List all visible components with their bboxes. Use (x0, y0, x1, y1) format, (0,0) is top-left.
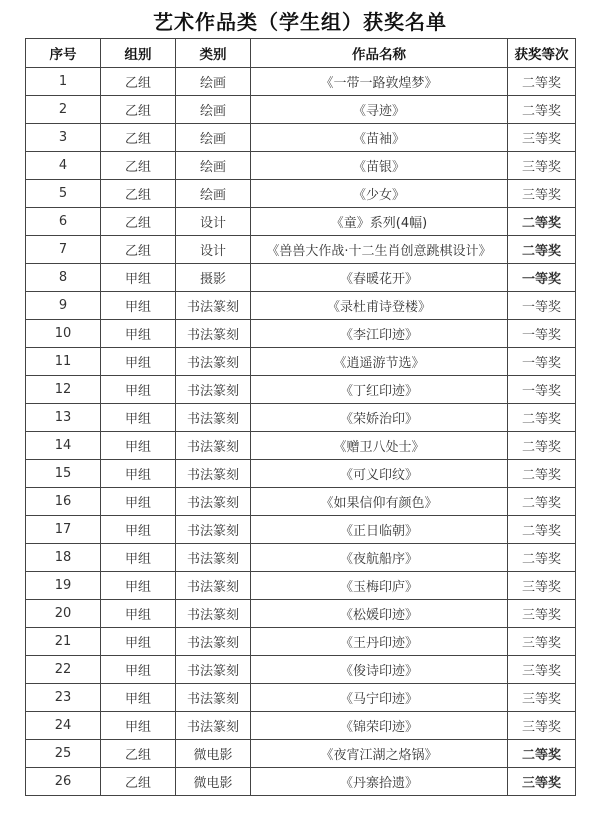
cell-award: 二等奖 (508, 488, 576, 516)
table-row (26, 236, 576, 264)
cell-group: 甲组 (101, 656, 176, 684)
cell-award: 三等奖 (508, 124, 576, 152)
table-row (26, 516, 576, 544)
cell-work: 《逍遥游节选》 (251, 348, 508, 376)
cell-group: 甲组 (101, 544, 176, 572)
table-row (26, 68, 576, 96)
cell-category: 书法篆刻 (176, 600, 251, 628)
cell-category: 设计 (176, 208, 251, 236)
cell-work: 《锦荣印迹》 (251, 712, 508, 740)
table-row (26, 404, 576, 432)
cell-group: 甲组 (101, 628, 176, 656)
table-row (26, 488, 576, 516)
cell-work: 《录杜甫诗登楼》 (251, 292, 508, 320)
table-row (26, 768, 576, 796)
cell-work: 《丁红印迹》 (251, 376, 508, 404)
cell-award: 三等奖 (508, 712, 576, 740)
column-header-category: 类别 (176, 39, 251, 68)
cell-no: 3 (26, 124, 101, 152)
cell-award: 三等奖 (508, 656, 576, 684)
cell-group: 甲组 (101, 712, 176, 740)
cell-group: 甲组 (101, 292, 176, 320)
table-row (26, 320, 576, 348)
cell-work: 《荣娇治印》 (251, 404, 508, 432)
cell-no: 7 (26, 236, 101, 264)
table-row (26, 544, 576, 572)
table-row (26, 740, 576, 768)
cell-category: 书法篆刻 (176, 376, 251, 404)
table-row (26, 460, 576, 488)
cell-category: 书法篆刻 (176, 432, 251, 460)
cell-group: 乙组 (101, 152, 176, 180)
cell-no: 21 (26, 628, 101, 656)
table-row (26, 208, 576, 236)
cell-category: 书法篆刻 (176, 320, 251, 348)
column-header-no: 序号 (26, 39, 101, 68)
cell-award: 二等奖 (508, 68, 576, 96)
cell-group: 甲组 (101, 404, 176, 432)
cell-award: 二等奖 (508, 516, 576, 544)
table-row (26, 656, 576, 684)
cell-award: 一等奖 (508, 264, 576, 292)
cell-work: 《丹寨拾遗》 (251, 768, 508, 796)
table-row (26, 348, 576, 376)
cell-award: 二等奖 (508, 740, 576, 768)
cell-category: 书法篆刻 (176, 712, 251, 740)
cell-group: 乙组 (101, 208, 176, 236)
cell-work: 《苗银》 (251, 152, 508, 180)
cell-no: 25 (26, 740, 101, 768)
cell-work: 《一带一路敦煌梦》 (251, 68, 508, 96)
table-row (26, 376, 576, 404)
table-row (26, 600, 576, 628)
cell-no: 2 (26, 96, 101, 124)
cell-work: 《寻迹》 (251, 96, 508, 124)
cell-no: 22 (26, 656, 101, 684)
cell-no: 10 (26, 320, 101, 348)
cell-no: 1 (26, 68, 101, 96)
cell-award: 一等奖 (508, 348, 576, 376)
cell-work: 《兽兽大作战·十二生肖创意跳棋设计》 (251, 236, 508, 264)
table-header-row (26, 39, 576, 68)
cell-award: 一等奖 (508, 320, 576, 348)
cell-group: 乙组 (101, 768, 176, 796)
cell-category: 书法篆刻 (176, 348, 251, 376)
cell-group: 乙组 (101, 124, 176, 152)
cell-work: 《苗袖》 (251, 124, 508, 152)
cell-no: 9 (26, 292, 101, 320)
cell-category: 绘画 (176, 124, 251, 152)
cell-no: 4 (26, 152, 101, 180)
cell-category: 摄影 (176, 264, 251, 292)
cell-group: 乙组 (101, 236, 176, 264)
cell-award: 三等奖 (508, 152, 576, 180)
cell-category: 绘画 (176, 96, 251, 124)
cell-award: 三等奖 (508, 180, 576, 208)
cell-category: 书法篆刻 (176, 544, 251, 572)
table-row (26, 684, 576, 712)
cell-no: 14 (26, 432, 101, 460)
cell-category: 绘画 (176, 180, 251, 208)
cell-award: 二等奖 (508, 236, 576, 264)
table-row (26, 432, 576, 460)
cell-group: 甲组 (101, 684, 176, 712)
column-header-award: 获奖等次 (508, 39, 576, 68)
cell-group: 甲组 (101, 460, 176, 488)
cell-group: 甲组 (101, 572, 176, 600)
cell-category: 书法篆刻 (176, 460, 251, 488)
cell-category: 绘画 (176, 152, 251, 180)
cell-no: 15 (26, 460, 101, 488)
table-row (26, 628, 576, 656)
cell-group: 甲组 (101, 600, 176, 628)
cell-award: 三等奖 (508, 628, 576, 656)
table-row (26, 264, 576, 292)
cell-work: 《俊诗印迹》 (251, 656, 508, 684)
cell-category: 书法篆刻 (176, 628, 251, 656)
cell-category: 书法篆刻 (176, 656, 251, 684)
column-header-group: 组别 (101, 39, 176, 68)
cell-award: 二等奖 (508, 96, 576, 124)
cell-no: 13 (26, 404, 101, 432)
table-row (26, 292, 576, 320)
cell-group: 甲组 (101, 376, 176, 404)
cell-award: 三等奖 (508, 600, 576, 628)
table-body (26, 68, 576, 796)
cell-work: 《李江印迹》 (251, 320, 508, 348)
cell-award: 二等奖 (508, 432, 576, 460)
cell-category: 书法篆刻 (176, 516, 251, 544)
cell-work: 《少女》 (251, 180, 508, 208)
cell-work: 《马宁印迹》 (251, 684, 508, 712)
cell-no: 6 (26, 208, 101, 236)
cell-category: 书法篆刻 (176, 684, 251, 712)
cell-award: 三等奖 (508, 768, 576, 796)
cell-no: 11 (26, 348, 101, 376)
cell-no: 18 (26, 544, 101, 572)
cell-group: 乙组 (101, 180, 176, 208)
cell-group: 乙组 (101, 96, 176, 124)
table-row (26, 96, 576, 124)
cell-work: 《可义印纹》 (251, 460, 508, 488)
cell-work: 《王丹印迹》 (251, 628, 508, 656)
cell-work: 《夜航船序》 (251, 544, 508, 572)
cell-category: 书法篆刻 (176, 404, 251, 432)
cell-category: 书法篆刻 (176, 292, 251, 320)
page-title: 艺术作品类（学生组）获奖名单 (153, 10, 447, 34)
column-header-work: 作品名称 (251, 39, 508, 68)
cell-no: 5 (26, 180, 101, 208)
cell-no: 24 (26, 712, 101, 740)
cell-no: 20 (26, 600, 101, 628)
cell-award: 二等奖 (508, 404, 576, 432)
cell-category: 微电影 (176, 740, 251, 768)
cell-group: 甲组 (101, 516, 176, 544)
cell-group: 甲组 (101, 264, 176, 292)
cell-category: 设计 (176, 236, 251, 264)
table-row (26, 180, 576, 208)
table-row (26, 572, 576, 600)
table-row (26, 124, 576, 152)
cell-category: 绘画 (176, 68, 251, 96)
cell-no: 17 (26, 516, 101, 544)
cell-work: 《童》系列(4幅) (251, 208, 508, 236)
cell-award: 三等奖 (508, 572, 576, 600)
cell-award: 三等奖 (508, 684, 576, 712)
award-table (25, 38, 576, 796)
cell-award: 二等奖 (508, 460, 576, 488)
cell-no: 19 (26, 572, 101, 600)
cell-group: 乙组 (101, 68, 176, 96)
cell-no: 16 (26, 488, 101, 516)
cell-award: 二等奖 (508, 544, 576, 572)
cell-work: 《春暖花开》 (251, 264, 508, 292)
cell-group: 甲组 (101, 348, 176, 376)
cell-group: 甲组 (101, 432, 176, 460)
cell-category: 书法篆刻 (176, 488, 251, 516)
cell-category: 微电影 (176, 768, 251, 796)
table-row (26, 152, 576, 180)
cell-no: 26 (26, 768, 101, 796)
cell-award: 一等奖 (508, 292, 576, 320)
cell-group: 甲组 (101, 488, 176, 516)
cell-no: 12 (26, 376, 101, 404)
cell-work: 《松媛印迹》 (251, 600, 508, 628)
cell-award: 一等奖 (508, 376, 576, 404)
cell-no: 23 (26, 684, 101, 712)
cell-group: 乙组 (101, 740, 176, 768)
cell-work: 《玉梅印庐》 (251, 572, 508, 600)
cell-work: 《如果信仰有颜色》 (251, 488, 508, 516)
cell-group: 甲组 (101, 320, 176, 348)
cell-award: 二等奖 (508, 208, 576, 236)
cell-work: 《夜宵江湖之烙锅》 (251, 740, 508, 768)
cell-category: 书法篆刻 (176, 572, 251, 600)
table-row (26, 712, 576, 740)
cell-work: 《正日临朝》 (251, 516, 508, 544)
cell-work: 《赠卫八处士》 (251, 432, 508, 460)
cell-no: 8 (26, 264, 101, 292)
